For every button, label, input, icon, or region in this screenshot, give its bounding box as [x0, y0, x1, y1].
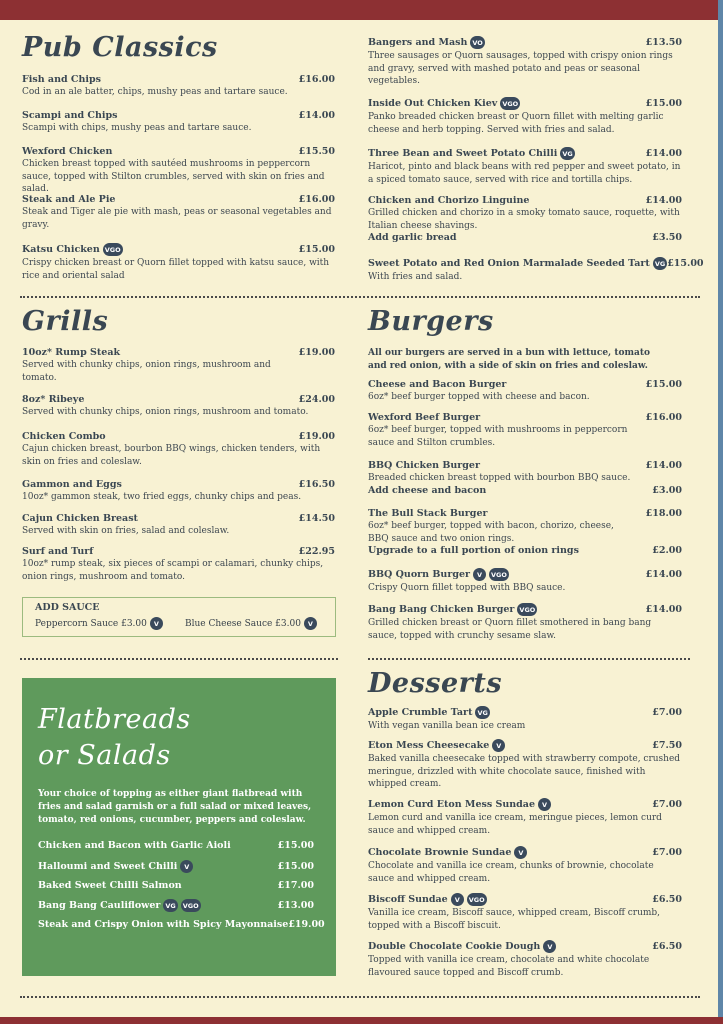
vgo-badge: VGO [517, 603, 537, 616]
vgo-badge: VGO [489, 568, 509, 581]
burgers-heading: Burgers [368, 306, 494, 337]
menu-item: BBQ Chicken Burger £14.00 Breaded chicken breast topped with bourbon BBQ sauce. Add cheese and bacon £3.00 [368, 460, 682, 496]
menu-item: Surf and Turf £22.95 10oz* rump steak, six pieces of scampi or calamari, chunky chips, onion rings, mushroom and tomato. [22, 546, 335, 582]
menu-item: Gammon and Eggs £16.50 10oz* gammon steak, two fried eggs, chunky chips and peas. [22, 479, 335, 502]
menu-item: Halloumi and Sweet Chilli V £15.00 [38, 861, 314, 872]
menu-item: Sweet Potato and Red Onion Marmalade Seeded Tart VG £15.00 With fries and salad. [368, 258, 704, 282]
vgo-badge: VGO [181, 899, 201, 912]
add-on-price: £2.00 [652, 545, 682, 556]
v-badge: V [150, 617, 163, 630]
grills-heading: Grills [22, 306, 109, 337]
menu-item: BBQ Quorn Burger V VGO £14.00 Crispy Quorn fillet topped with BBQ sauce. [368, 569, 682, 593]
v-badge: V [543, 940, 556, 953]
menu-item: Fish and Chips £16.00 Cod in an ale batter, chips, mushy peas and tartare sauce. [22, 74, 335, 97]
vg-badge: VG [653, 257, 667, 270]
divider [20, 996, 700, 998]
vo-badge: VO [470, 36, 484, 49]
grills-section [22, 302, 335, 642]
mains-right-section [368, 36, 704, 288]
vgo-badge: VGO [500, 97, 520, 110]
menu-item: Wexford Chicken £15.50 Chicken breast topped with sautéed mushrooms in peppercorn sauce, topped with Stilton crumbles, served with skin on fries and salad. [22, 146, 335, 194]
flatbreads-intro: Your choice of topping as either giant flatbread with fries and salad garnish or a full salad or mixed leaves, tomato, red onions, cucumber, peppers and coleslaw. [38, 789, 312, 825]
menu-item: The Bull Stack Burger £18.00 6oz* beef burger, topped with bacon, chorizo, cheese, BBQ sauce and two onion rings. Upgrade to a full portion of onion rings £2.00 [368, 508, 682, 556]
desserts-section [368, 664, 682, 986]
top-accent-bar [0, 0, 723, 20]
add-on-label: Upgrade to a full portion of onion rings [368, 545, 579, 556]
add-sauce-box [22, 597, 336, 637]
add-on-label: Add cheese and bacon [368, 484, 487, 496]
menu-item: Baked Sweet Chilli Salmon £17.00 [38, 880, 314, 891]
menu-item: Eton Mess Cheesecake V £7.50 Baked vanilla cheesecake topped with strawberry compote, crushed meringue, drizzled with white chocolate sauce, finished with whipped cream. [368, 740, 682, 789]
bottom-accent-bar [0, 1017, 723, 1024]
menu-item: Cheese and Bacon Burger £15.00 6oz* beef burger topped with cheese and bacon. [368, 379, 682, 402]
vgo-badge: VGO [467, 893, 487, 906]
menu-item: Chicken and Chorizo Linguine £14.00 Grilled chicken and chorizo in a smoky tomato sauce, roquette, with Italian cheese shavings. Add garlic bread £3.50 [368, 195, 682, 243]
burgers-intro: All our burgers are served in a bun with lettuce, tomato and red onion, with a side of skin on fries and coleslaw. [368, 348, 650, 371]
v-badge: V [514, 846, 527, 859]
v-badge: V [492, 739, 505, 752]
divider [368, 658, 690, 660]
menu-item: Chocolate Brownie Sundae V £7.00 Chocolate and vanilla ice cream, chunks of brownie, chocolate sauce and whipped cream. [368, 847, 682, 884]
vgo-badge: VGO [103, 243, 123, 256]
menu-item: Bang Bang Chicken Burger VGO £14.00 Grilled chicken breast or Quorn fillet smothered in bang bang sauce, topped with crunchy sesame slaw. [368, 604, 682, 641]
menu-item: Lemon Curd Eton Mess Sundae V £7.00 Lemon curd and vanilla ice cream, meringue pieces, lemon curd sauce and whipped cream. [368, 799, 682, 836]
flatbreads-heading-line2: or Salads [38, 740, 171, 771]
desserts-heading: Desserts [368, 668, 503, 699]
menu-item: Bangers and Mash VO £13.50 Three sausages or Quorn sausages, topped with crispy onion rings and gravy, served with mashed potato and peas or seasonal vegetables. [368, 37, 682, 86]
v-badge: V [473, 568, 486, 581]
right-accent-bar [718, 0, 723, 1024]
menu-item: Cajun Chicken Breast £14.50 Served with skin on fries, salad and coleslaw. [22, 513, 335, 536]
v-badge: V [304, 617, 317, 630]
sauce-option: Blue Cheese Sauce £3.00 V [185, 617, 317, 630]
divider [20, 296, 700, 298]
menu-item: Inside Out Chicken Kiev VGO £15.00 Panko breaded chicken breast or Quorn fillet with melting garlic cheese and herb topping. Served with fries and salad. [368, 98, 682, 135]
v-badge: V [451, 893, 464, 906]
menu-item: 10oz* Rump Steak £19.00 Served with chunky chips, onion rings, mushroom and tomato. [22, 347, 335, 383]
add-on-price: £3.00 [652, 484, 682, 496]
vg-badge: VG [560, 147, 574, 160]
menu-item: Apple Crumble Tart VG £7.00 With vegan vanilla bean ice cream [368, 707, 682, 731]
menu-item: Steak and Crispy Onion with Spicy Mayonnaise £19.00 [38, 919, 325, 930]
v-badge: V [538, 798, 551, 811]
menu-item: Chicken and Bacon with Garlic Aioli £15.00 [38, 840, 314, 851]
menu-item: Biscoff Sundae V VGO £6.50 Vanilla ice cream, Biscoff sauce, whipped cream, Biscoff crumb, topped with a Biscoff biscuit. [368, 894, 682, 931]
add-sauce-title: ADD SAUCE [35, 602, 100, 613]
add-on-label: Add garlic bread [368, 232, 457, 243]
menu-item: Double Chocolate Cookie Dough V £6.50 Topped with vanilla ice cream, chocolate and white chocolate flavoured sauce topped and Biscoff crumb. [368, 941, 682, 978]
menu-item: Chicken Combo £19.00 Cajun chicken breast, bourbon BBQ wings, chicken tenders, with skin on fries and coleslaw. [22, 431, 335, 467]
flatbreads-panel [22, 678, 336, 976]
vg-badge: VG [163, 899, 177, 912]
menu-item: Bang Bang Cauliflower VG VGO £13.00 [38, 900, 314, 911]
pub-classics-section [22, 28, 335, 288]
menu-item: Wexford Beef Burger £16.00 6oz* beef burger, topped with mushrooms in peppercorn sauce and Stilton crumbles. [368, 412, 682, 448]
menu-item: Katsu Chicken VGO £15.00 Crispy chicken breast or Quorn fillet topped with katsu sauce, with rice and oriental salad [22, 244, 335, 281]
menu-item: Scampi and Chips £14.00 Scampi with chips, mushy peas and tartare sauce. [22, 110, 335, 133]
menu-item: Steak and Ale Pie £16.00 Steak and Tiger ale pie with mash, peas or seasonal vegetables and gravy. [22, 194, 335, 230]
divider [20, 658, 338, 660]
pub-classics-heading: Pub Classics [22, 32, 218, 63]
menu-item: 8oz* Ribeye £24.00 Served with chunky chips, onion rings, mushroom and tomato. [22, 394, 335, 417]
menu-item: Three Bean and Sweet Potato Chilli VG £14.00 Haricot, pinto and black beans with red pepper and sweet potato, in a spiced tomato sauce, served with rice and tortilla chips. [368, 148, 682, 185]
sauce-option: Peppercorn Sauce £3.00 V [35, 617, 163, 630]
flatbreads-heading-line1: Flatbreads [38, 704, 191, 735]
vg-badge: VG [475, 706, 489, 719]
add-on-price: £3.50 [652, 232, 682, 243]
v-badge: V [180, 860, 193, 873]
burgers-section [368, 302, 682, 652]
